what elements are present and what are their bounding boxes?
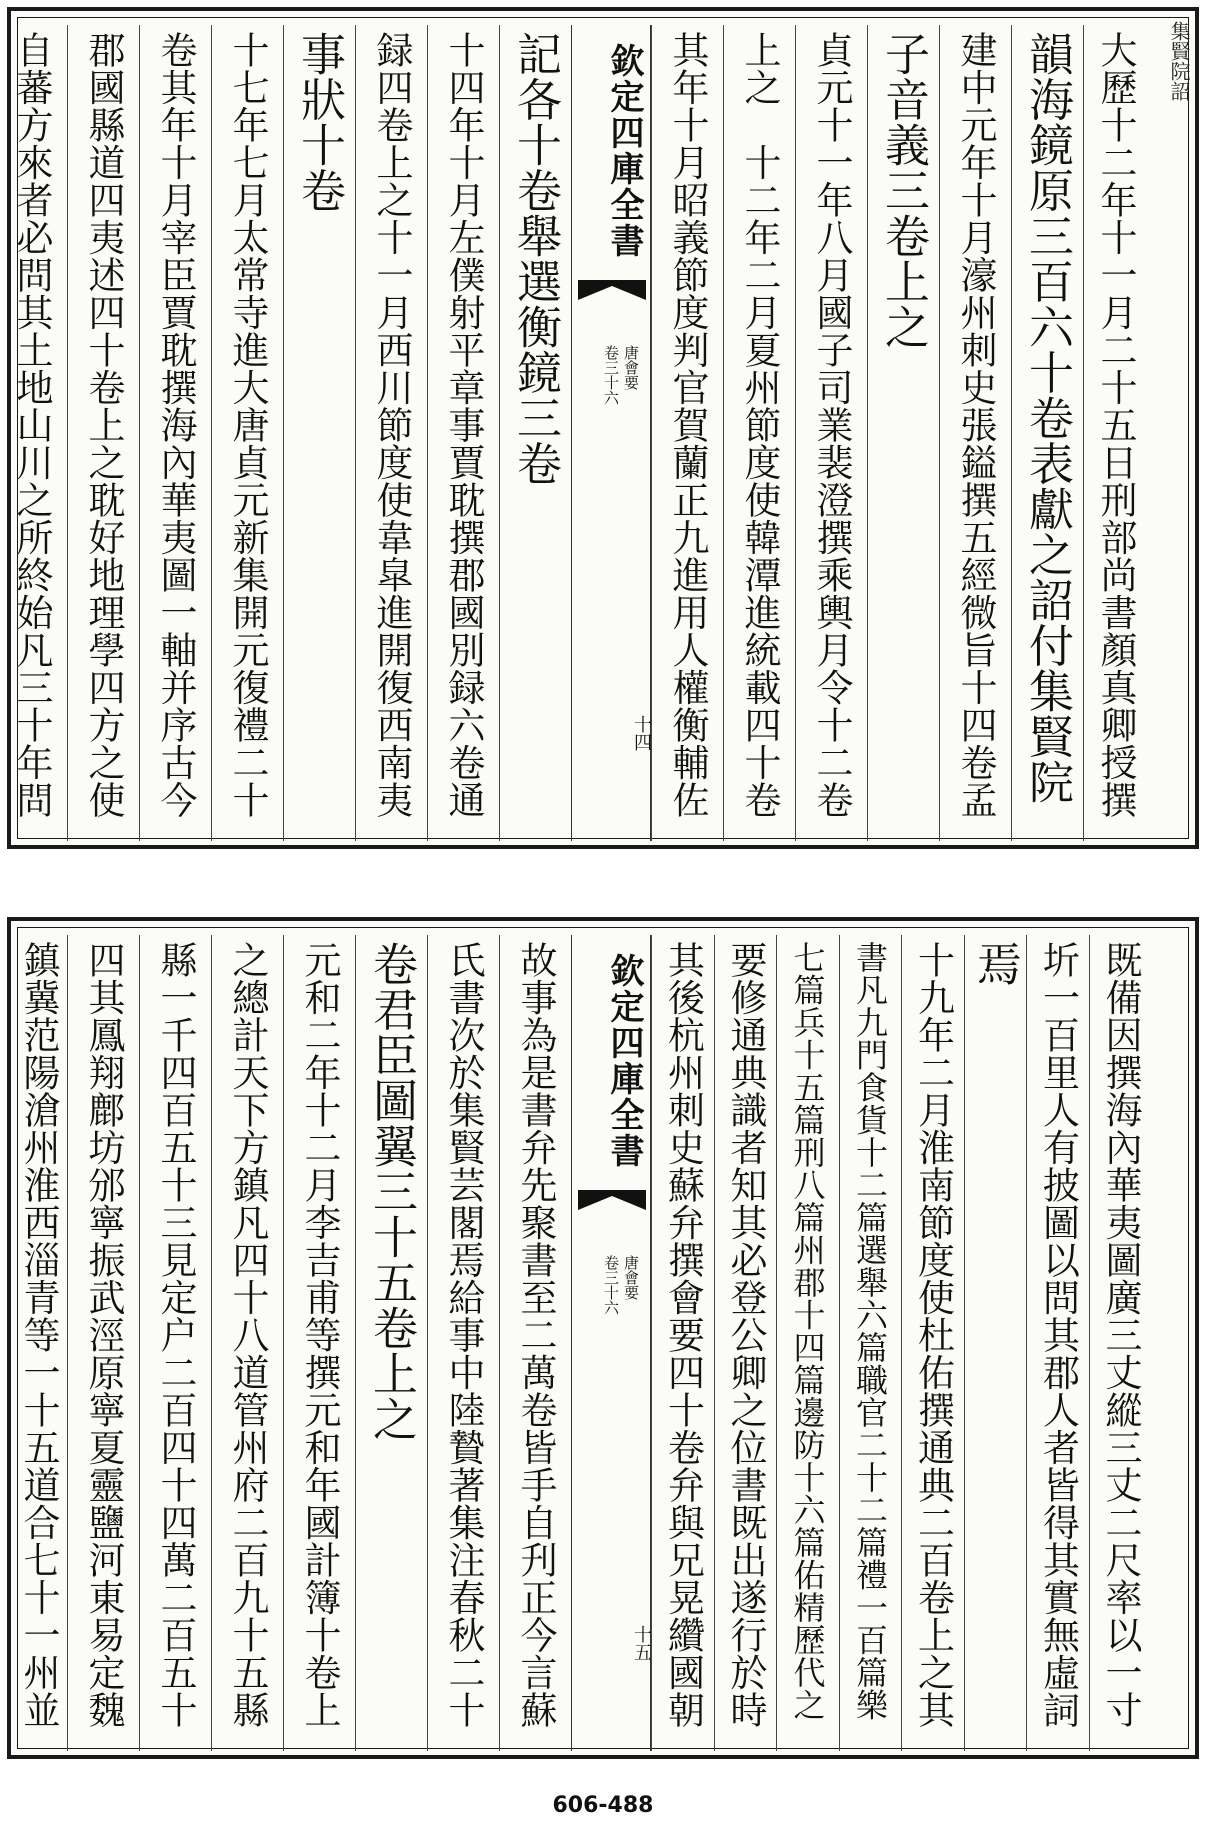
text-column: [9, 25, 67, 841]
column-text: 卷其年十月宰臣賈耽撰海內華夷圖一軸并序古今: [154, 31, 197, 819]
book-title: 唐會要: [622, 1255, 640, 1300]
center-margin-column: [571, 25, 651, 841]
fishtail-mark-icon: [578, 280, 646, 300]
column-text: 其後杭州刺史蘇弁撰會要四十卷弁與兄晃纘國朝: [661, 941, 705, 1729]
text-column: [427, 935, 499, 1751]
text-column: [427, 25, 499, 841]
center-margin-column: [571, 935, 651, 1751]
column-text: 貞元十一年八月國子司業裴澄撰乘輿月令十二卷: [810, 31, 853, 819]
text-column: [355, 935, 427, 1751]
column-text: 十九年二月淮南節度使杜佑撰通典二百卷上之其: [911, 941, 955, 1729]
text-column: [283, 25, 355, 841]
column-text: 元和二年十二月李吉甫等撰元和年國計簿十卷上: [298, 941, 341, 1729]
column-text: 卷君臣圖翼三十五卷上之: [365, 941, 418, 1442]
text-column: [9, 935, 67, 1751]
column-text: 既備因撰海內華夷圖廣三丈縱三丈二尺率以一寸: [1099, 941, 1142, 1729]
fishtail-mark-icon: [578, 1190, 646, 1210]
column-text: 上之 十二年二月夏州節度使韓潭進統載四十卷: [738, 31, 781, 819]
column-text: 事狀十卷: [293, 31, 346, 213]
text-column: [211, 935, 283, 1751]
text-column: [1089, 935, 1152, 1751]
page-number: 606-488: [552, 1793, 654, 1818]
text-column: [67, 25, 139, 841]
column-text: 七篇兵十五篇刑八篇州郡十四篇邊防十六篇佑精歷代之: [788, 941, 827, 1721]
text-column: [355, 25, 427, 841]
column-text: 圻一百里人有披圖以問其郡人者皆得其實無虛詞: [1036, 941, 1080, 1729]
text-column: [211, 25, 283, 841]
column-text: 建中元年十月濠州刺史張鎰撰五經微旨十四卷孟: [954, 31, 997, 819]
text-column: [283, 935, 355, 1751]
column-text: 四其鳳翔鄜坊邠寧振武涇原寧夏靈鹽河東易定魏: [82, 941, 125, 1729]
text-column: [1011, 25, 1083, 841]
text-column: [867, 25, 939, 841]
book-title: 唐會要: [622, 345, 640, 390]
column-text: 要修通典識者知其必登公卿之位書既出遂行於時: [724, 941, 767, 1729]
column-text: 録四卷上之十一月西川節度使韋皐進開復西南夷: [370, 31, 413, 819]
volume-number: 卷三十六: [602, 345, 620, 405]
text-column: [499, 25, 571, 841]
text-column: [776, 935, 839, 1751]
volume-number: 卷三十六: [602, 1255, 620, 1315]
marginal-note: 集賢院詔: [1167, 21, 1191, 101]
text-column: [714, 935, 777, 1751]
text-column: [795, 25, 867, 841]
text-column: [499, 935, 571, 1751]
text-column: [901, 935, 964, 1751]
column-text: 十七年七月太常寺進大唐貞元新集開元復禮二十: [226, 31, 269, 819]
text-column: [723, 25, 795, 841]
collection-title: 欽定四庫全書: [604, 953, 644, 1169]
text-column: [67, 935, 139, 1751]
column-text: 書凡九門食貨十二篇選舉六篇職官二十二篇禮一百篇樂: [851, 941, 889, 1721]
collection-title: 欽定四庫全書: [604, 43, 644, 259]
page-panel-bottom: [7, 917, 1199, 1759]
column-text: 其年十月昭義節度判官賀蘭正九進用人權衡輔佐: [666, 31, 709, 819]
column-text: 記各十卷舉選衡鏡三卷: [509, 31, 562, 486]
column-text: 郡國縣道四夷述四十卷上之耽好地理學四方之使: [82, 31, 125, 819]
leaf-number: 十五: [631, 1625, 652, 1661]
page-panel-top: [7, 7, 1199, 849]
text-column: [139, 25, 211, 841]
text-column: [964, 935, 1027, 1751]
column-text: 之總計天下方鎮凡四十八道管州府二百九十五縣: [226, 941, 269, 1729]
column-text: 故事為是書弁先聚書至二萬卷皆手自刋正今言蘇: [514, 941, 557, 1729]
text-column: [839, 935, 902, 1751]
column-text: 韻海鏡原三百六十卷表獻之詔付集賢院: [1021, 31, 1074, 805]
column-text: 大歷十二年十一月二十五日刑部尚書顏真卿授撰: [1094, 31, 1137, 819]
leaf-number: 十四: [631, 715, 652, 751]
text-column: [1026, 935, 1089, 1751]
column-text: 子音義三卷上之: [877, 31, 930, 350]
text-column: [651, 935, 714, 1751]
text-column: [139, 935, 211, 1751]
column-text: 縣一千四百五十三見定户二百四十四萬二百五十: [154, 941, 197, 1729]
column-text: 十四年十月左僕射平章事賈耽撰郡國別録六卷通: [442, 31, 485, 819]
text-column: [1083, 25, 1151, 841]
text-column: [651, 25, 723, 841]
column-text: 焉: [969, 941, 1022, 987]
column-text: 鎮冀范陽滄州淮西淄青等一十五道合七十一州並: [17, 941, 60, 1729]
column-text: 氏書次於集賢芸閣焉給事中陸贄著集注春秋二十: [442, 941, 485, 1729]
text-column: [939, 25, 1011, 841]
column-text: 自蕃方來者必問其土地山川之所終始凡三十年問: [10, 31, 53, 819]
